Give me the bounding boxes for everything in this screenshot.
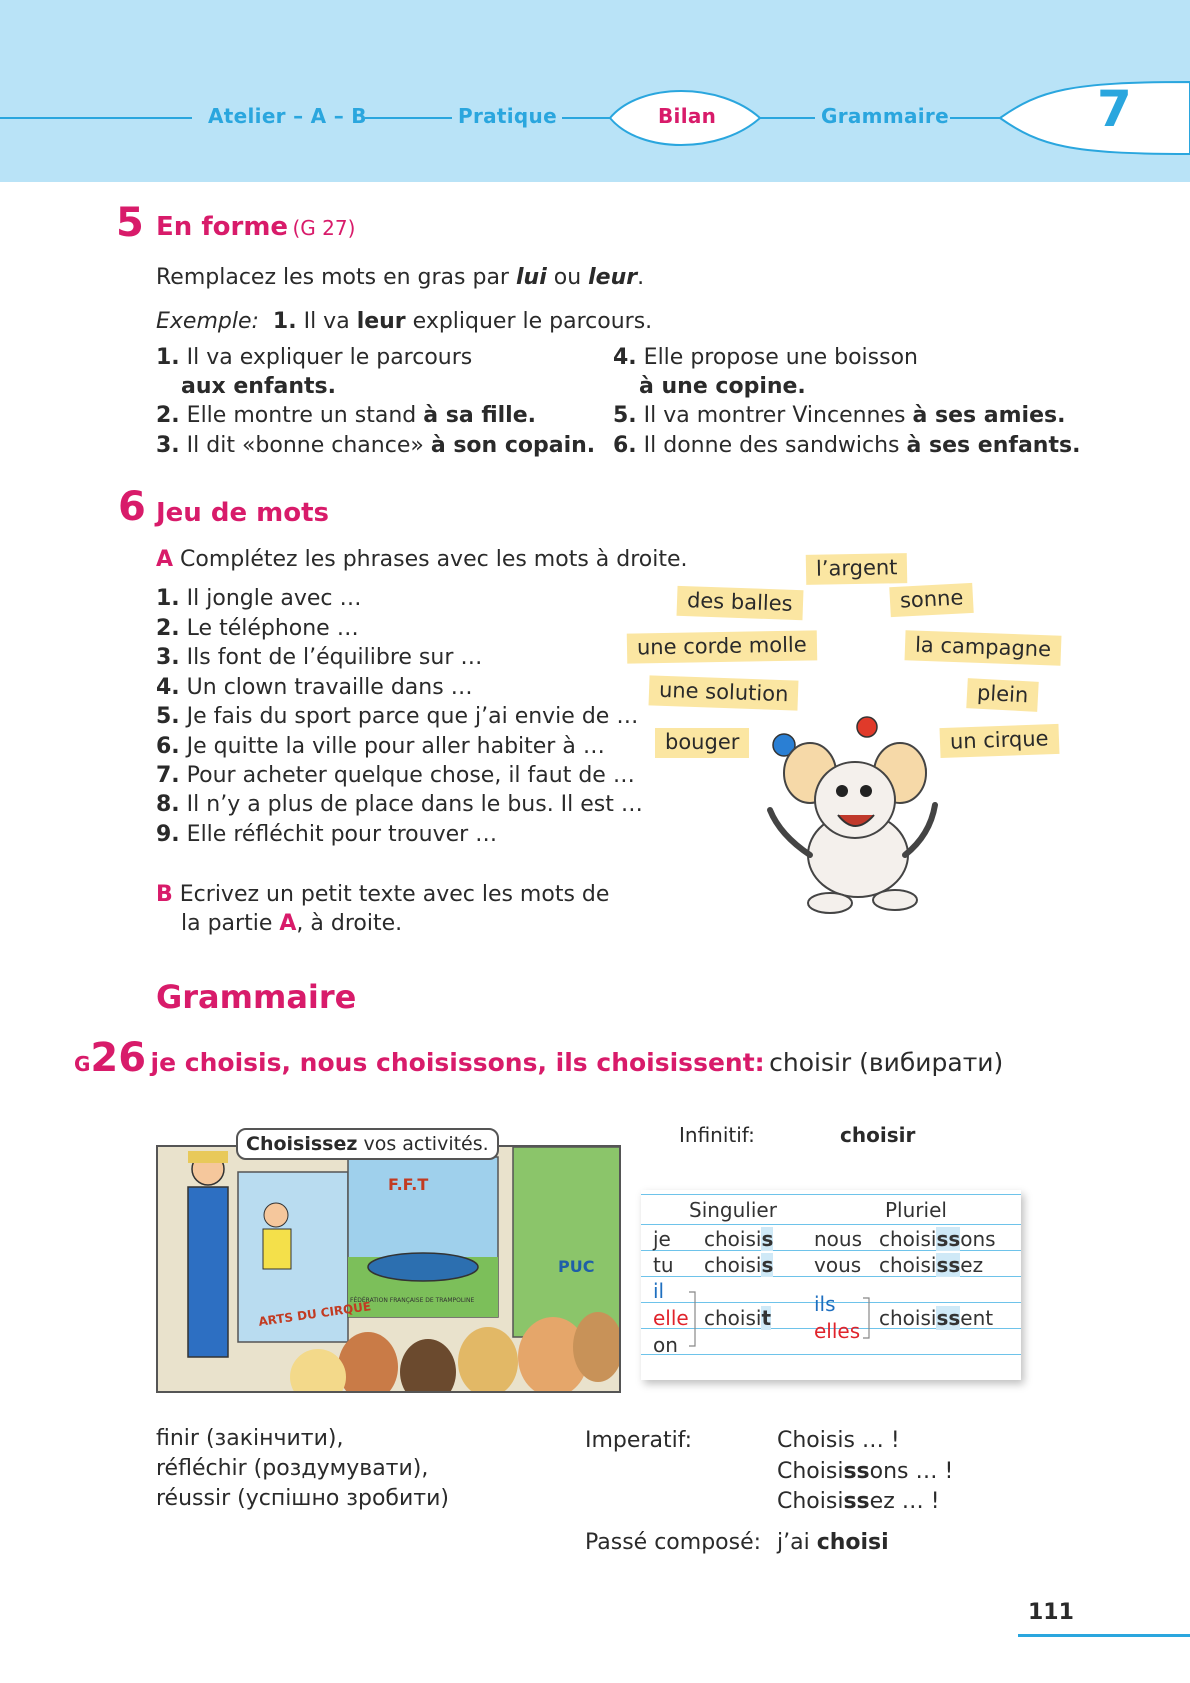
exercise-5-title: En forme bbox=[156, 212, 289, 242]
infix: ss bbox=[936, 1253, 961, 1277]
juggling-mouse-illustration bbox=[740, 705, 1020, 920]
exercise-5-example bbox=[156, 307, 652, 336]
g-number: 26 bbox=[90, 1035, 147, 1081]
word-chip[interactable]: la campagne bbox=[905, 630, 1062, 665]
example-text: Il va bbox=[296, 309, 357, 334]
item-text: Il donne des sandwichs bbox=[636, 433, 907, 458]
item-text: Il jongle avec … bbox=[179, 586, 362, 611]
ex6-item-4 bbox=[156, 673, 473, 702]
item-bold: aux enfants. bbox=[181, 374, 336, 399]
infix: ss bbox=[936, 1227, 961, 1251]
item-bold: à ses amies. bbox=[912, 403, 1066, 428]
ex5-item-2 bbox=[156, 401, 536, 430]
exercise-5-heading bbox=[156, 212, 355, 242]
g-prefix: G bbox=[74, 1052, 91, 1076]
item-text: Je fais du sport parce que j’ai envie de … bbox=[179, 704, 639, 729]
sign-puc: PUC bbox=[558, 1257, 595, 1276]
sign-arts-du-cirque: ARTS DU CIRQUE bbox=[257, 1299, 372, 1329]
ending: … ! bbox=[854, 1428, 900, 1453]
stem: Choisis bbox=[777, 1428, 855, 1453]
ending: t bbox=[761, 1306, 772, 1330]
pronoun-nous: nous bbox=[814, 1227, 863, 1251]
item-num: 5. bbox=[156, 704, 180, 729]
ending: s bbox=[761, 1227, 774, 1251]
item-num: 5. bbox=[613, 403, 637, 428]
example-text: expliquer le parcours. bbox=[405, 309, 653, 334]
exercise-6-title: Jeu de mots bbox=[156, 498, 330, 528]
nav-grammaire[interactable]: Grammaire bbox=[821, 104, 949, 128]
passe-aux: j’ai bbox=[777, 1530, 817, 1555]
ex5-item-1-bold bbox=[181, 372, 336, 401]
word-chip[interactable]: sonne bbox=[889, 583, 974, 617]
item-num: 8. bbox=[156, 792, 180, 817]
item-text: Elle réfléchit pour trouver … bbox=[179, 822, 498, 847]
part-a-label: A bbox=[156, 547, 174, 572]
ex6-item-2 bbox=[156, 614, 359, 643]
item-num: 9. bbox=[156, 822, 180, 847]
pronoun-elle: elle bbox=[653, 1306, 689, 1330]
ex5-item-3 bbox=[156, 431, 595, 460]
part-b-text: , à droite. bbox=[296, 911, 403, 936]
table-line bbox=[641, 1194, 1021, 1195]
g-heading-plain: choisir (вибирати) bbox=[769, 1048, 1004, 1077]
exercise-6-number: 6 bbox=[118, 484, 146, 530]
ending: ons … ! bbox=[869, 1459, 954, 1484]
pronoun-elles: elles bbox=[814, 1319, 861, 1343]
ex6-item-3 bbox=[156, 643, 482, 672]
pronoun-je: je bbox=[653, 1227, 671, 1251]
instr-lui: lui bbox=[515, 265, 547, 290]
imperatif-form-3 bbox=[777, 1487, 940, 1516]
instr-text: . bbox=[637, 265, 645, 290]
item-num: 3. bbox=[156, 433, 180, 458]
passe-participle: choisi bbox=[816, 1530, 889, 1555]
item-bold: à une copine. bbox=[639, 374, 806, 399]
item-text: Il va montrer Vincennes bbox=[636, 403, 913, 428]
sign-fft: F.F.T bbox=[388, 1175, 429, 1194]
instr-text: ou bbox=[546, 265, 589, 290]
ex5-item-5 bbox=[613, 401, 1065, 430]
pronoun-il: il bbox=[653, 1279, 665, 1303]
imperatif-label: Imperatif: bbox=[585, 1428, 693, 1453]
stem: choisi bbox=[704, 1306, 762, 1330]
example-num: 1. bbox=[272, 309, 297, 334]
exercise-5-instruction bbox=[156, 263, 644, 292]
example-bold: leur bbox=[356, 309, 406, 334]
ex6-item-9 bbox=[156, 820, 497, 849]
pronoun-vous: vous bbox=[814, 1253, 862, 1277]
infinitif-value: choisir bbox=[840, 1123, 916, 1147]
form-choisissent bbox=[879, 1306, 993, 1330]
nav-bilan[interactable]: Bilan bbox=[658, 104, 717, 128]
ending: ons bbox=[960, 1227, 996, 1251]
col-singular: Singulier bbox=[689, 1198, 777, 1222]
item-text: Ils font de l’équilibre sur … bbox=[179, 645, 483, 670]
part-a-text: Complétez les phrases avec les mots à droite. bbox=[173, 547, 688, 572]
item-bold: à sa fille. bbox=[423, 403, 536, 428]
instr-leur: leur bbox=[588, 265, 638, 290]
word-chip[interactable]: l’argent bbox=[806, 553, 908, 585]
page-number: 111 bbox=[1028, 1600, 1074, 1625]
item-num: 2. bbox=[156, 616, 180, 641]
comic-illustration bbox=[156, 1145, 621, 1393]
item-num: 4. bbox=[156, 675, 180, 700]
ex5-item-1 bbox=[156, 343, 472, 372]
item-text: Un clown travaille dans … bbox=[179, 675, 473, 700]
item-text: Je quitte la ville pour aller habiter à … bbox=[179, 734, 605, 759]
grammar-26-heading bbox=[74, 1035, 1004, 1081]
bracket-singular bbox=[687, 1290, 701, 1350]
word-chip[interactable]: plein bbox=[966, 678, 1039, 712]
stem: choisi bbox=[879, 1306, 937, 1330]
ex6-item-8 bbox=[156, 790, 643, 819]
col-plural: Pluriel bbox=[885, 1198, 947, 1222]
verb-finir: finir (закінчити), bbox=[156, 1426, 344, 1451]
pronoun-tu: tu bbox=[653, 1253, 674, 1277]
item-text: Il va expliquer le parcours bbox=[179, 345, 473, 370]
item-text: Elle propose une boisson bbox=[636, 345, 918, 370]
passe-compose-label: Passé composé: bbox=[585, 1530, 762, 1555]
chapter-number: 7 bbox=[1097, 80, 1132, 138]
item-bold: à son copain. bbox=[430, 433, 596, 458]
stem: choisi bbox=[879, 1227, 937, 1251]
infix: ss bbox=[843, 1459, 870, 1484]
ex6-item-6 bbox=[156, 732, 605, 761]
item-num: 7. bbox=[156, 763, 180, 788]
part-b-text: la partie bbox=[181, 911, 280, 936]
example-label: Exemple: bbox=[156, 309, 259, 334]
sign-federation: FÉDÉRATION FRANÇAISE DE TRAMPOLINE bbox=[350, 1297, 475, 1304]
word-chip[interactable]: une solution bbox=[649, 675, 799, 710]
stem: choisi bbox=[704, 1227, 762, 1251]
ending: ez bbox=[960, 1253, 984, 1277]
bracket-plural bbox=[861, 1296, 875, 1342]
passe-compose-form bbox=[777, 1528, 889, 1557]
ex5-item-4-bold bbox=[639, 372, 806, 401]
imperatif-form-2 bbox=[777, 1457, 953, 1486]
ex6-item-5 bbox=[156, 702, 638, 731]
item-num: 4. bbox=[613, 345, 637, 370]
imperatif-form-1 bbox=[777, 1426, 900, 1455]
item-num: 1. bbox=[156, 345, 180, 370]
item-num: 2. bbox=[156, 403, 180, 428]
stem: choisi bbox=[704, 1253, 762, 1277]
infix: ss bbox=[936, 1306, 961, 1330]
item-text: Pour acheter quelque chose, il faut de … bbox=[179, 763, 635, 788]
verb-reussir: réussir (успішно зробити) bbox=[156, 1486, 449, 1511]
stem: Choisi bbox=[777, 1489, 844, 1514]
word-chip[interactable]: un cirque bbox=[940, 724, 1059, 758]
form-choisis-2 bbox=[704, 1253, 773, 1277]
exercise-6-a-instruction bbox=[156, 545, 688, 574]
page-number-rule bbox=[1018, 1634, 1190, 1637]
item-text: Le téléphone … bbox=[179, 616, 359, 641]
form-choisis-1 bbox=[704, 1227, 773, 1251]
item-num: 6. bbox=[613, 433, 637, 458]
speech-bubble bbox=[236, 1128, 499, 1160]
infix: ss bbox=[843, 1489, 870, 1514]
item-num: 3. bbox=[156, 645, 180, 670]
verb-reflechir: réfléchir (роздумувати), bbox=[156, 1456, 429, 1481]
speech-bold: Choisissez bbox=[246, 1133, 358, 1155]
ex6-item-7 bbox=[156, 761, 635, 790]
nav-track bbox=[0, 70, 1190, 160]
word-chip[interactable]: des balles bbox=[677, 586, 804, 620]
form-choisissez bbox=[879, 1253, 983, 1277]
ending: ent bbox=[960, 1306, 994, 1330]
conjugation-table bbox=[641, 1190, 1021, 1380]
item-num: 1. bbox=[156, 586, 180, 611]
exercise-5-ref: (G 27) bbox=[292, 216, 356, 240]
stem: choisi bbox=[879, 1253, 937, 1277]
ending: s bbox=[761, 1253, 774, 1277]
grammar-title: Grammaire bbox=[156, 978, 357, 1016]
part-b-text: Ecrivez un petit texte avec les mots de bbox=[172, 882, 610, 907]
ex5-item-4 bbox=[613, 343, 918, 372]
g-heading: je choisis, nous choisissons, ils choisissent: bbox=[150, 1048, 765, 1077]
speech-text: vos activités. bbox=[357, 1133, 489, 1155]
pronoun-on: on bbox=[653, 1333, 678, 1357]
infinitif-label: Infinitif: bbox=[679, 1123, 755, 1147]
exercise-5-number: 5 bbox=[116, 200, 144, 246]
pronoun-ils: ils bbox=[814, 1292, 836, 1316]
word-chip[interactable]: bouger bbox=[655, 728, 749, 758]
exercise-6-b-line2 bbox=[181, 909, 402, 938]
table-line bbox=[641, 1224, 1021, 1225]
form-choisit bbox=[704, 1306, 771, 1330]
ex6-item-1 bbox=[156, 584, 362, 613]
instr-text: Remplacez les mots en gras par bbox=[156, 265, 516, 290]
nav-pratique[interactable]: Pratique bbox=[458, 104, 557, 128]
item-num: 6. bbox=[156, 734, 180, 759]
ending: ez … ! bbox=[869, 1489, 940, 1514]
stem: Choisi bbox=[777, 1459, 844, 1484]
form-choisissons bbox=[879, 1227, 996, 1251]
item-text: Il dit «bonne chance» bbox=[179, 433, 431, 458]
item-bold: à ses enfants. bbox=[906, 433, 1081, 458]
nav-atelier[interactable]: Atelier – A – B bbox=[208, 104, 367, 128]
word-chip[interactable]: une corde molle bbox=[627, 630, 817, 663]
table-line bbox=[641, 1354, 1021, 1355]
part-a-ref: A bbox=[279, 911, 297, 936]
item-text: Il n’y a plus de place dans le bus. Il est … bbox=[179, 792, 643, 817]
ex5-item-6 bbox=[613, 431, 1080, 460]
item-text: Elle montre un stand bbox=[179, 403, 424, 428]
exercise-6-b-line1 bbox=[156, 880, 609, 909]
part-b-label: B bbox=[156, 882, 173, 907]
